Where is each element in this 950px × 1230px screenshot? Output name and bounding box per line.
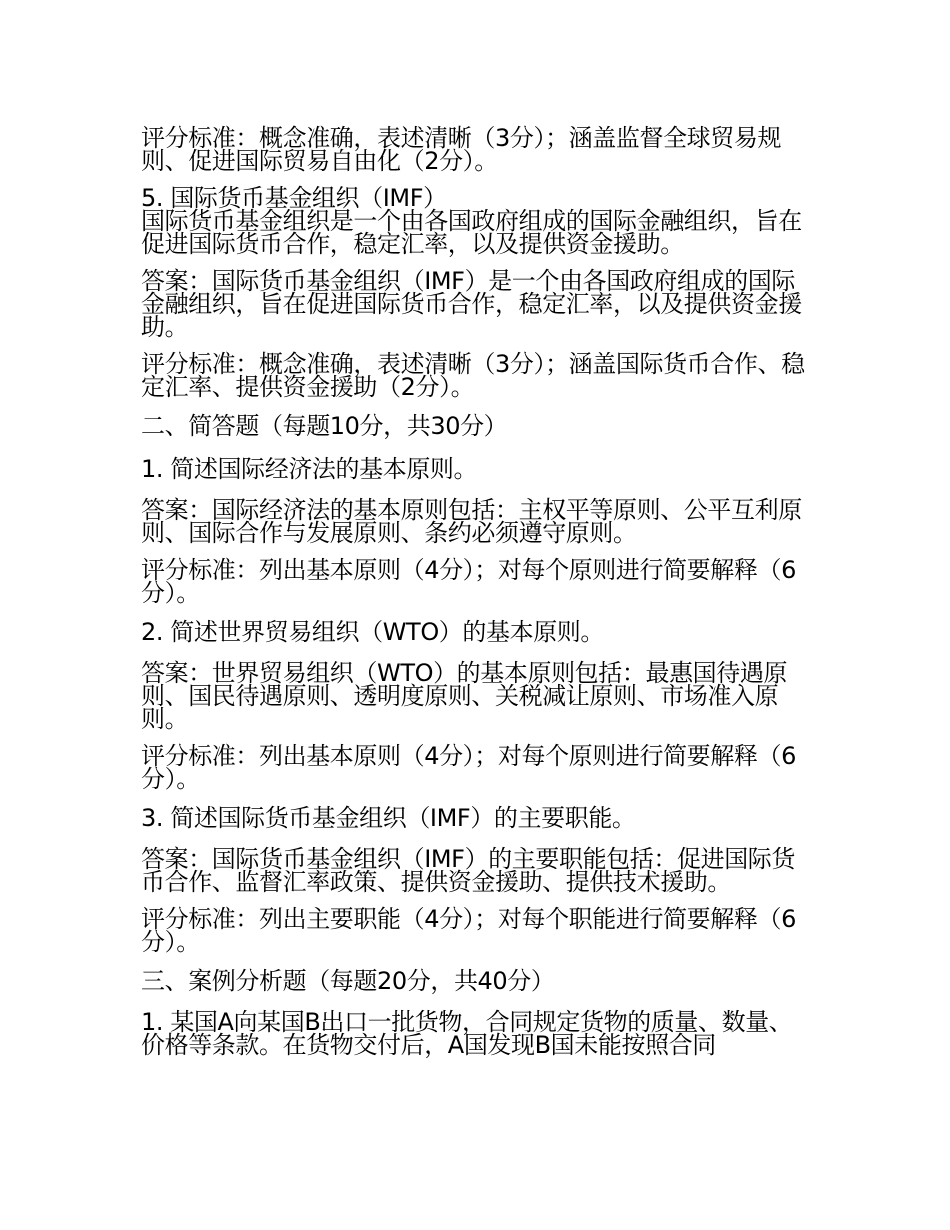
case-question-paragraph: 1. 某国A向某国B出口一批货物，合同规定货物的质量、数量、价格等条款。在货物交付后，A国发现B国未能按照合同 — [141, 1008, 793, 1059]
scoring-criteria-paragraph: 评分标准：列出基本原则（4分）；对每个原则进行简要解释（6分）。 — [141, 742, 796, 793]
scoring-criteria-paragraph: 评分标准：列出主要职能（4分）；对每个职能进行简要解释（6分）。 — [141, 905, 796, 956]
answer-paragraph: 答案：国际货币基金组织（IMF）的主要职能包括：促进国际货币合作、监督汇率政策、提供资金援助、提供技术援助。 — [141, 845, 795, 896]
scoring-criteria-paragraph: 评分标准：概念准确，表述清晰（3分）；涵盖监督全球贸易规则、促进国际贸易自由化（2分）。 — [141, 124, 782, 175]
scoring-criteria-paragraph: 评分标准：列出基本原则（4分）；对每个原则进行简要解释（6分）。 — [141, 556, 796, 607]
answer-paragraph: 答案：国际货币基金组织（IMF）是一个由各国政府组成的国际金融组织，旨在促进国际货币合作，稳定汇率，以及提供资金援助。 — [141, 267, 802, 341]
question-title: 2. 简述世界贸易组织（WTO）的基本原则。 — [141, 618, 605, 646]
definition-paragraph: 国际货币基金组织是一个由各国政府组成的国际金融组织，旨在促进国际货币合作，稳定汇率，以及提供资金援助。 — [141, 207, 802, 258]
question-title: 1. 简述国际经济法的基本原则。 — [141, 455, 478, 483]
question-title: 5. 国际货币基金组织（IMF） — [141, 184, 447, 212]
scoring-criteria-paragraph: 评分标准：概念准确，表述清晰（3分）；涵盖国际货币合作、稳定汇率、提供资金援助（2分）。 — [141, 350, 805, 401]
answer-paragraph: 答案：国际经济法的基本原则包括：主权平等原则、公平互利原则、国际合作与发展原则、条约必须遵守原则。 — [141, 496, 802, 547]
question-title: 3. 简述国际货币基金组织（IMF）的主要职能。 — [141, 804, 636, 832]
section-heading-case-analysis: 三、案例分析题（每题20分，共40分） — [141, 967, 555, 995]
answer-paragraph: 答案：世界贸易组织（WTO）的基本原则包括：最惠国待遇原则、国民待遇原则、透明度原则、关税减让原则、市场准入原则。 — [141, 659, 788, 733]
section-heading-short-answer: 二、简答题（每题10分，共30分） — [141, 412, 508, 440]
document-page — [141, 124, 813, 1071]
